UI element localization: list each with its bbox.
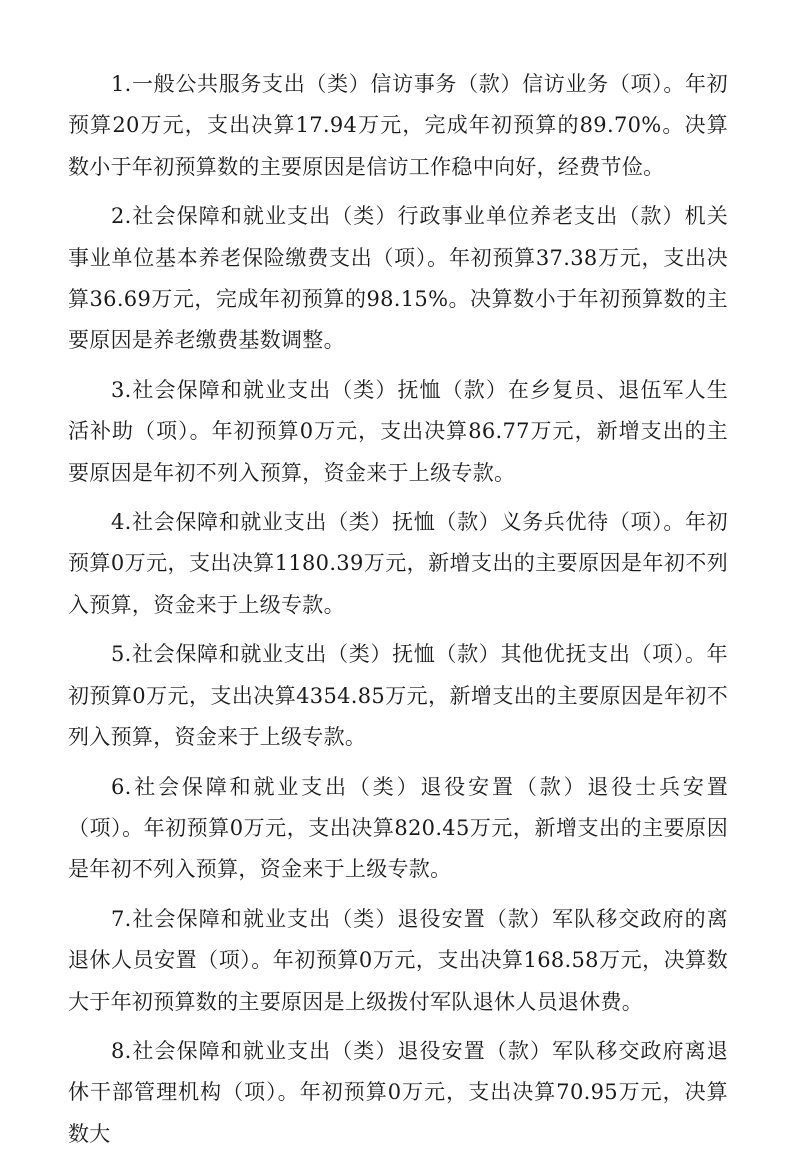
- paragraph-4: 4.社会保障和就业支出（类）抚恤（款）义务兵优待（项）。年初预算0万元，支出决算1180.39万元，新增支出的主要原因是年初不列入预算，资金来于上级专款。: [68, 510, 728, 617]
- paragraph-8: 8.社会保障和就业支出（类）退役安置（款）军队移交政府离退休干部管理机构（项）。年初预算0万元，支出决算70.95万元，决算数大: [68, 1038, 728, 1146]
- paragraph-7: 7.社会保障和就业支出（类）退役安置（款）军队移交政府的离退休人员安置（项）。年初预算0万元，支出决算168.58万元，决算数大于年初预算数的主要原因是上级拨付军队退休人员退休费。: [68, 906, 728, 1014]
- paragraph-6: 6.社会保障和就业支出（类）退役安置（款）退役士兵安置（项）。年初预算0万元，支出决算820.45万元，新增支出的主要原因是年初不列入预算，资金来于上级专款。: [68, 774, 728, 882]
- paragraph-1: 1.一般公共服务支出（类）信访事务（款）信访业务（项）。年初预算20万元，支出决算17.94万元，完成年初预算的89.70%。决算数小于年初预算数的主要原因是信访工作稳中向好，经费节俭。: [68, 72, 728, 179]
- paragraph-3: 3.社会保障和就业支出（类）抚恤（款）在乡复员、退伍军人生活补助（项）。年初预算0万元，支出决算86.77万元，新增支出的主要原因是年初不列入预算，资金来于上级专款。: [68, 377, 728, 485]
- document-body: [68, 64, 728, 1163]
- paragraph-2: 2.社会保障和就业支出（类）行政事业单位养老支出（款）机关事业单位基本养老保险缴费支出（项）。年初预算37.38万元，支出决算36.69万元，完成年初预算的98.15%。决算数小于年初预算数的主要原因是养老缴费基数调整。: [68, 204, 728, 353]
- paragraph-5: 5.社会保障和就业支出（类）抚恤（款）其他优抚支出（项）。年初预算0万元，支出决算4354.85万元，新增支出的主要原因是年初不列入预算，资金来于上级专款。: [68, 642, 728, 750]
